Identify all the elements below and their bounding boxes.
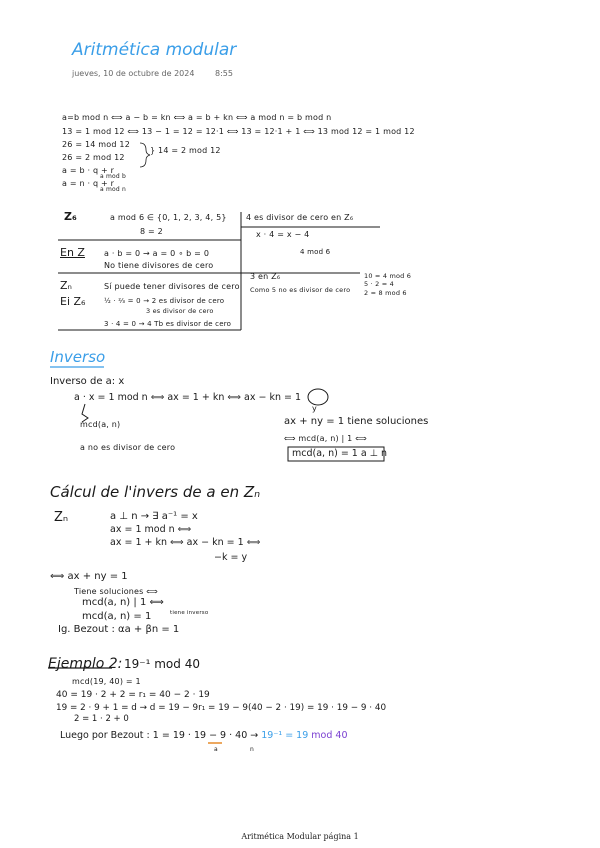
right-r3: 2 = 8 mod 6 (364, 289, 407, 297)
no-div-line: No tiene divisores de cero (104, 261, 214, 270)
page-title: Aritmética modular (72, 40, 237, 60)
ejemplo-sub-a: a (214, 746, 218, 753)
ei-z6-label: Ei Z₆ (60, 295, 86, 308)
frac-line: ½ · ⅔ = 0 → 2 es divisor de cero (104, 297, 225, 305)
calculo-zn: Zₙ (54, 510, 69, 525)
zn-label: Zₙ (60, 279, 72, 292)
en-z-line: a · b = 0 → a = 0 ∘ b = 0 (104, 249, 210, 258)
ejemplo-heading: Ejemplo 2: (48, 656, 123, 672)
right-r1: 10 = 4 mod 6 (364, 272, 412, 280)
def-line-3: 26 = 14 mod 12 (62, 140, 130, 149)
note-timestamp (72, 69, 233, 78)
note-time: 8:55 (215, 69, 233, 78)
calculo-l1: a ⊥ n → ∃ a⁻¹ = x (110, 511, 198, 522)
inverso-a-no: a no es divisor de cero (80, 443, 176, 452)
si-div-line: Sí puede tener divisores de cero (104, 282, 240, 291)
def-line-5: a = b · q + r (62, 166, 115, 175)
calculo-l3: ax = 1 + kn ⟺ ax − kn = 1 ⟺ (110, 537, 261, 548)
right-title: 4 es divisor de cero en Z₆ (246, 213, 354, 222)
inverso-line-2: a · x = 1 mod n ⟺ ax = 1 + kn ⟺ ax − kn = 1 (74, 392, 302, 403)
ejemplo-bezout-pre: Luego por Bezout : 1 = 19 · 19 − 9 · 40 → (60, 730, 259, 741)
def-line-2: 13 = 1 mod 12 ⟺ 13 − 1 = 12 = 12·1 ⟺ 13 = 12·1 + 1 ⟺ 13 mod 12 = 1 mod 12 (62, 127, 415, 136)
page-footer: Aritmética Modular página 1 (241, 832, 359, 841)
calculo-heading: Cálcul de l'invers de a en Zₙ (50, 483, 261, 501)
ejemplo-l2: 40 = 19 · 2 + 2 = r₁ = 40 − 2 · 19 (56, 690, 210, 700)
def-sub-2: a mod n (100, 186, 127, 193)
three-div-line: 3 es divisor de cero (146, 307, 214, 315)
ejemplo-l4: 2 = 1 · 2 + 0 (74, 714, 129, 724)
def-line-6: a = n · q + r (62, 179, 115, 188)
calculo-l4: −k = y (214, 552, 248, 563)
z6-line-2: 8 = 2 (140, 227, 163, 236)
inverso-imp: ⟺ mcd(a, n) | 1 ⟺ (284, 434, 367, 443)
def-line-1: a=b mod n ⟺ a − b = kn ⟺ a = b + kn ⟺ a mod n = b mod n (62, 113, 332, 122)
def-brace-result: } 14 = 2 mod 12 (150, 146, 221, 155)
ejemplo-result-b: mod 40 (311, 730, 348, 741)
brace (140, 143, 150, 167)
z6-label: Z₆ (64, 210, 77, 223)
calculo-l9: Ig. Bezout : αa + βn = 1 (58, 624, 180, 635)
inverso-axny: ax + ny = 1 tiene soluciones (284, 416, 429, 427)
inverso-line-1: Inverso de a: x (50, 376, 125, 387)
como5-line: Como 5 no es divisor de cero (250, 286, 351, 294)
calculo-l8: mcd(a, n) = 1 (82, 611, 152, 622)
ejemplo-l3: 19 = 2 · 9 + 1 = d → d = 19 − 9r₁ = 19 − 9(40 − 2 · 19) = 19 · 19 − 9 · 40 (56, 703, 387, 713)
def-sub-1: a mod b (100, 173, 127, 180)
inverso-box-text: mcd(a, n) = 1 a ⊥ n (292, 448, 388, 459)
inverso-mcd: mcd(a, n) (80, 420, 121, 429)
ejemplo-sub-n: n (250, 746, 255, 753)
def-line-4: 26 = 2 mod 12 (62, 153, 125, 162)
ejemplo-heading-rest: 19⁻¹ mod 40 (124, 657, 200, 671)
inverso-heading: Inverso (50, 348, 106, 366)
calculo-l2: ax = 1 mod n ⟺ (110, 524, 192, 535)
calculo-l7: mcd(a, n) | 1 ⟺ (82, 597, 164, 608)
circle-marker (308, 389, 328, 405)
calculo-l5: ⟺ ax + ny = 1 (50, 571, 128, 582)
three-en-z6: 3 en Z₆ (250, 272, 281, 281)
note-date: jueves, 10 de octubre de 2024 (72, 69, 195, 78)
right-r2: 5 · 2 = 4 (364, 280, 394, 288)
right-x-line: x · 4 = x − 4 (256, 230, 310, 239)
z6-line-1: a mod 6 ∈ {0, 1, 2, 3, 4, 5} (110, 213, 227, 222)
inverso-y: y (312, 404, 317, 413)
four-div-line: 3 · 4 = 0 → 4 Tb es divisor de cero (104, 320, 232, 328)
calculo-l6: Tiene soluciones ⟺ (74, 587, 158, 596)
right-mod-line: 4 mod 6 (300, 248, 331, 256)
ejemplo-l1: mcd(19, 40) = 1 (72, 677, 141, 686)
ejemplo-result-a: 19⁻¹ = 19 (261, 730, 309, 741)
ejemplo-bezout (60, 730, 348, 741)
calculo-l8b: tiene inverso (170, 610, 209, 616)
en-z-label: En Z (60, 246, 85, 259)
